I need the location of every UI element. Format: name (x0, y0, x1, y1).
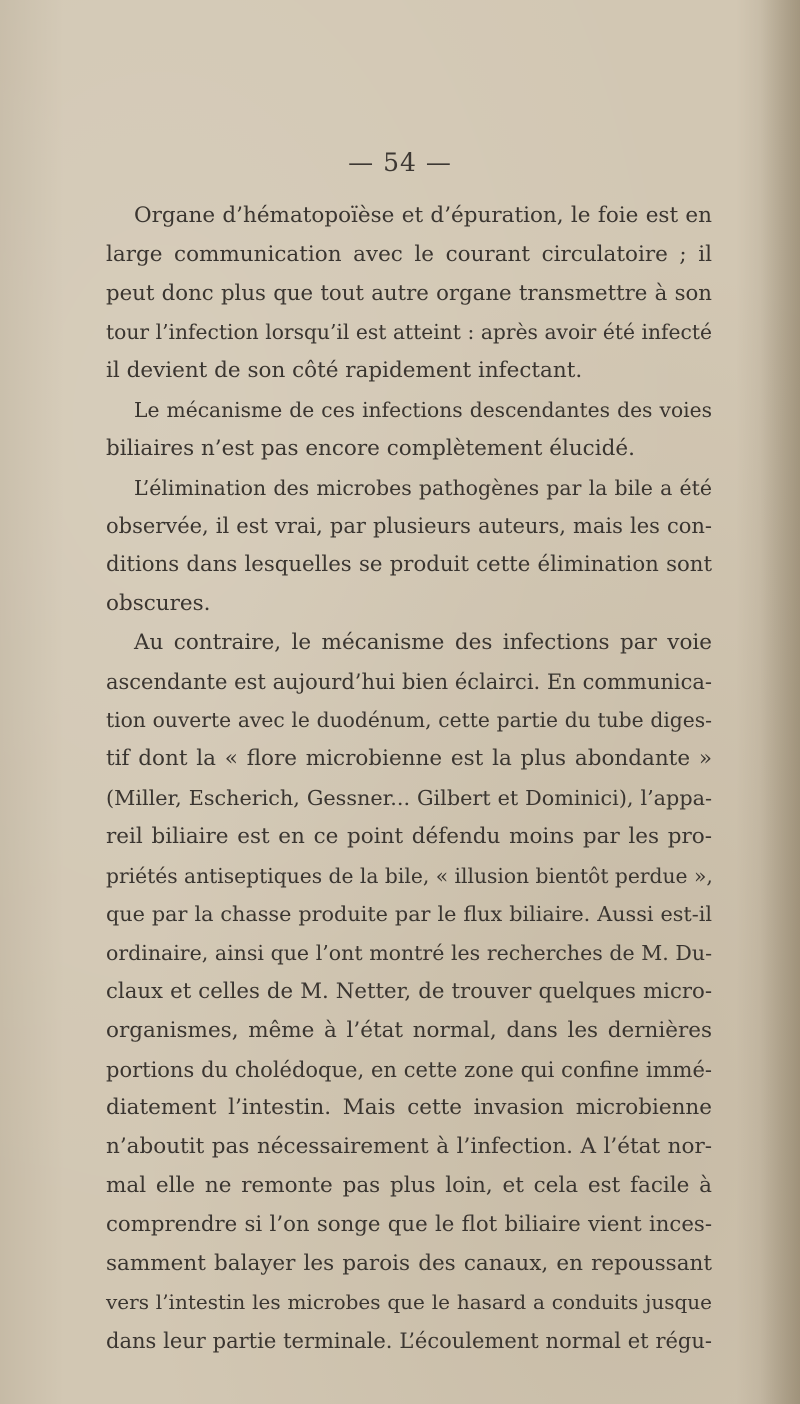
text-line: portions du cholédoque, en cette zone qui confine immé- (106, 1057, 712, 1082)
text-line: claux et celles de M. Netter, de trouver quelques micro- (106, 978, 712, 1004)
text-line: Au contraire, le mécanisme des infections par voie (134, 629, 712, 655)
text-line: diatement l’intestin. Mais cette invasion microbienne (106, 1095, 712, 1121)
text-line: il devient de son côté rapidement infectant. (106, 358, 583, 384)
text-line: observée, il est vrai, par plusieurs auteurs, mais les con- (106, 514, 712, 539)
text-line: n’aboutit pas nécessairement à l’infection. A l’état nor- (106, 1134, 712, 1160)
text-line: ditions dans lesquelles se produit cette élimination sont (106, 552, 712, 578)
page-edge-shadow (760, 0, 800, 1404)
text-line: large communication avec le courant circulatoire ; il (106, 241, 712, 267)
text-line: priétés antiseptiques de la bile, « illusion bientôt perdue », (106, 863, 713, 888)
text-line: biliaires n’est pas encore complètement élucidé. (106, 435, 635, 461)
text-line: obscures. (106, 590, 211, 616)
text-line: vers l’intestin les microbes que le hasard a conduits jusque (106, 1290, 712, 1315)
text-line: que par la chasse produite par le flux biliaire. Aussi est-il (106, 902, 712, 927)
text-line: ascendante est aujourd’hui bien éclairci. En communica- (106, 669, 712, 694)
text-line: (Miller, Escherich, Gessner... Gilbert et Dominici), l’appa- (106, 785, 712, 810)
text-line: reil biliaire est en ce point défendu moins par les pro- (106, 823, 712, 849)
text-line: comprendre si l’on songe que le flot biliaire vient inces- (106, 1211, 712, 1237)
text-line: dans leur partie terminale. L’écoulement normal et régu- (106, 1329, 712, 1354)
text-line: mal elle ne remonte pas plus loin, et cela est facile à (106, 1172, 712, 1198)
page-number: — 54 — (348, 148, 452, 177)
text-line: Le mécanisme de ces infections descendantes des voies (134, 397, 712, 422)
text-line: tour l’infection lorsqu’il est atteint : après avoir été infecté (106, 320, 712, 345)
text-line: peut donc plus que tout autre organe transmettre à son (106, 280, 712, 306)
body-text (106, 197, 712, 1361)
text-line: L’élimination des microbes pathogènes par la bile a été (134, 475, 712, 500)
text-line: organismes, même à l’état normal, dans les dernières (106, 1017, 712, 1043)
text-line: samment balayer les parois des canaux, en repoussant (106, 1250, 712, 1276)
text-line: ordinaire, ainsi que l’ont montré les recherches de M. Du- (106, 941, 712, 966)
text-line: tion ouverte avec le duodénum, cette partie du tube diges- (106, 708, 712, 733)
text-line: tif dont la « flore microbienne est la plus abondante » (106, 746, 712, 772)
text-line: Organe d’hématopoïèse et d’épuration, le foie est en (134, 203, 712, 228)
